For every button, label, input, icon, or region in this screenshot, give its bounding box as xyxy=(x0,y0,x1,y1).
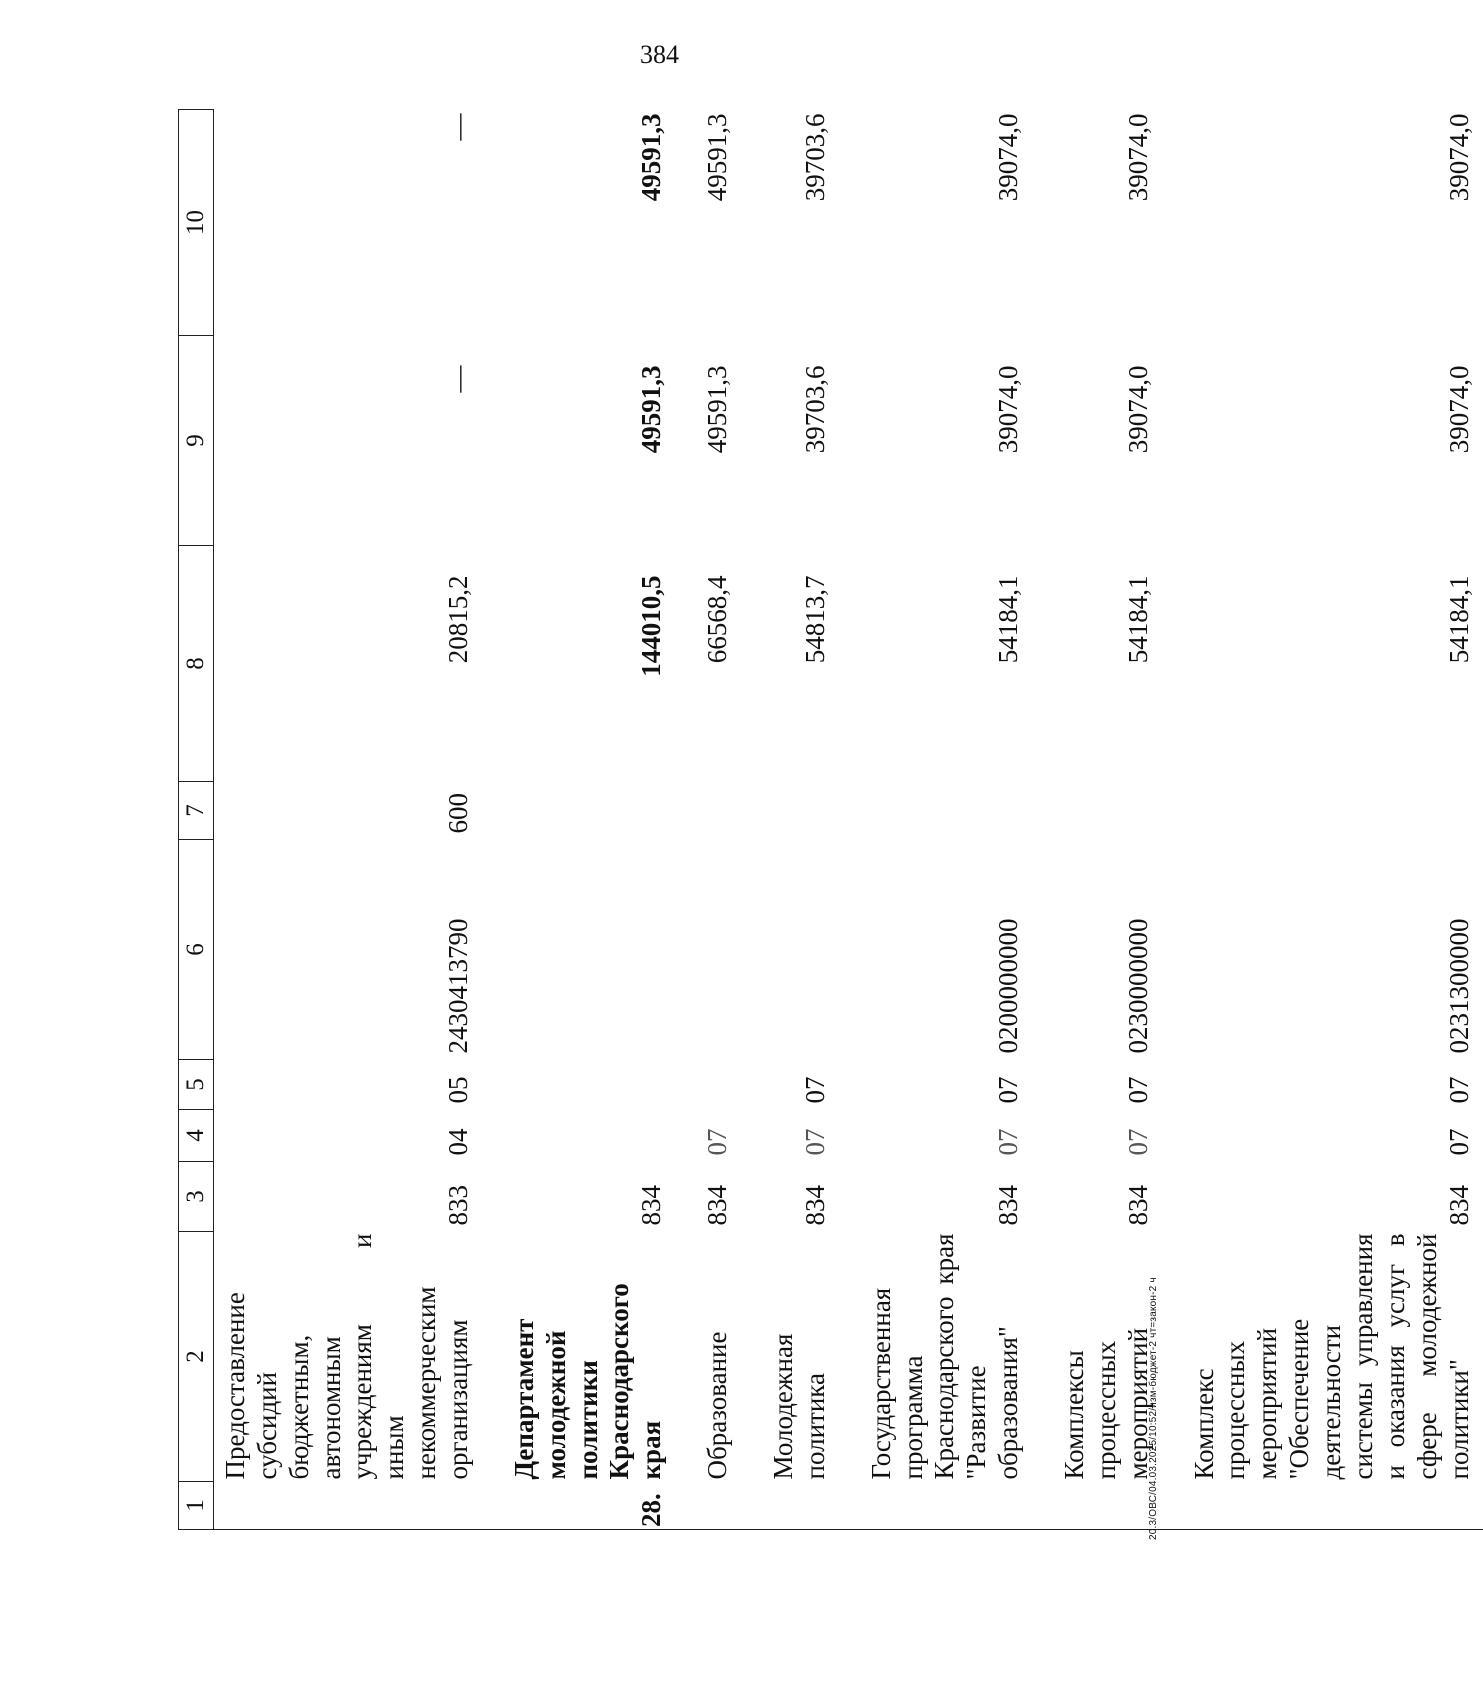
cell-c9: 39074,0 xyxy=(993,365,1024,454)
row-index: 28. xyxy=(509,1482,676,1530)
row-index xyxy=(768,1482,840,1530)
column-header: 9 xyxy=(179,336,214,546)
page-number: 384 xyxy=(640,40,679,69)
cell-c10: 49591,3 xyxy=(636,113,667,202)
cell-c4: 07 xyxy=(702,1128,733,1156)
row-index xyxy=(214,1482,483,1530)
column-header: 4 xyxy=(179,1110,214,1162)
cell-c5 xyxy=(702,1060,742,1110)
cell-c7 xyxy=(702,782,742,840)
table-header-row xyxy=(179,110,214,1530)
cell-c10: 49591,3 xyxy=(702,113,733,202)
column-header: 6 xyxy=(179,840,214,1060)
row-name: Государственная программа Краснодарского края "Развитие образования" xyxy=(865,1233,1024,1480)
cell-c6 xyxy=(768,840,840,1060)
row-name: Образование xyxy=(702,1331,733,1480)
cell-c5 xyxy=(509,1060,676,1110)
cell-c8: 144010,5 xyxy=(636,575,667,677)
table-row xyxy=(768,110,840,1530)
table-row xyxy=(509,110,676,1530)
column-header: 8 xyxy=(179,546,214,782)
column-header: 2 xyxy=(179,1232,214,1482)
row-index xyxy=(702,1482,742,1530)
cell-c9: 39074,0 xyxy=(1122,365,1153,454)
row-name: Молодежная политика xyxy=(768,1333,830,1480)
cell-c5: 07 xyxy=(1122,1076,1153,1104)
cell-c6: 2430413790 xyxy=(443,918,474,1054)
cell-c4: 04 xyxy=(443,1128,474,1156)
cell-c9: 49591,3 xyxy=(702,365,733,454)
cell-c9: 39703,6 xyxy=(799,365,830,454)
cell-c5: 07 xyxy=(993,1076,1024,1104)
column-header: 1 xyxy=(179,1482,214,1530)
row-index xyxy=(866,1482,1033,1530)
cell-c10: — xyxy=(443,113,474,141)
cell-c9: — xyxy=(443,365,474,393)
cell-c3: 834 xyxy=(636,1185,667,1226)
row-name: Комплекс процессных мероприятий "Обеспечение деятельности системы управления и оказания услуг в сфере молодежной политики" xyxy=(1188,1233,1474,1480)
column-header: 5 xyxy=(179,1060,214,1110)
cell-c4: 07 xyxy=(993,1128,1024,1156)
cell-c4 xyxy=(509,1110,676,1162)
cell-c8: 54184,1 xyxy=(993,575,1024,664)
column-header: 10 xyxy=(179,110,214,336)
cell-c7 xyxy=(1059,782,1163,840)
table-row xyxy=(866,110,1033,1530)
cell-c5: 05 xyxy=(443,1076,474,1104)
cell-c4: 07 xyxy=(1443,1128,1474,1156)
column-header: 7 xyxy=(179,782,214,840)
cell-c6 xyxy=(702,840,742,1060)
row-name: Предоставление субсидий бюджетным, автономным учреждениям и иным некоммерческим организациям xyxy=(220,1233,474,1480)
cell-c6: 0200000000 xyxy=(993,918,1024,1054)
cell-c3: 834 xyxy=(1443,1185,1474,1226)
cell-c7: 600 xyxy=(443,793,474,834)
cell-c8: 20815,2 xyxy=(443,575,474,664)
budget-table xyxy=(178,109,1483,1530)
row-name: Комплексы процессных мероприятий xyxy=(1059,1327,1153,1480)
cell-c3: 834 xyxy=(1122,1185,1153,1226)
cell-c4: 07 xyxy=(799,1128,830,1156)
cell-c8: 54184,1 xyxy=(1122,575,1153,664)
cell-c4: 07 xyxy=(1122,1128,1153,1156)
table-row xyxy=(1189,110,1483,1530)
cell-c8: 54184,1 xyxy=(1443,575,1474,664)
row-name: Департамент молодежной политики Краснодарского края xyxy=(508,1283,667,1480)
cell-c8: 54813,7 xyxy=(799,575,830,664)
row-index xyxy=(1189,1482,1483,1530)
cell-c9: 39074,0 xyxy=(1443,365,1474,454)
cell-c9: 49591,3 xyxy=(636,365,667,454)
cell-c5: 07 xyxy=(1443,1076,1474,1104)
cell-c7 xyxy=(866,782,1033,840)
cell-c8: 66568,4 xyxy=(702,575,733,664)
cell-c3: 833 xyxy=(443,1185,474,1226)
cell-c10: 39074,0 xyxy=(1443,113,1474,202)
column-header: 3 xyxy=(179,1162,214,1232)
cell-c6: 0231300000 xyxy=(1443,918,1474,1054)
cell-c10: 39074,0 xyxy=(1122,113,1153,202)
table-row xyxy=(214,110,483,1530)
cell-c7 xyxy=(1189,782,1483,840)
cell-c6 xyxy=(509,840,676,1060)
cell-c10: 39703,6 xyxy=(799,113,830,202)
cell-c3: 834 xyxy=(702,1185,733,1226)
table-row xyxy=(702,110,742,1530)
cell-c5: 07 xyxy=(799,1076,830,1104)
cell-c3: 834 xyxy=(993,1185,1024,1226)
cell-c10: 39074,0 xyxy=(993,113,1024,202)
cell-c3: 834 xyxy=(799,1185,830,1226)
cell-c7 xyxy=(768,782,840,840)
cell-c6: 0230000000 xyxy=(1122,918,1153,1054)
document-footer-code: 20.3/ОВС/04.03.2025/10:52/изм-бюджет-2 чт=закон-2 ч xyxy=(1148,1277,1159,1540)
cell-c7 xyxy=(509,782,676,840)
